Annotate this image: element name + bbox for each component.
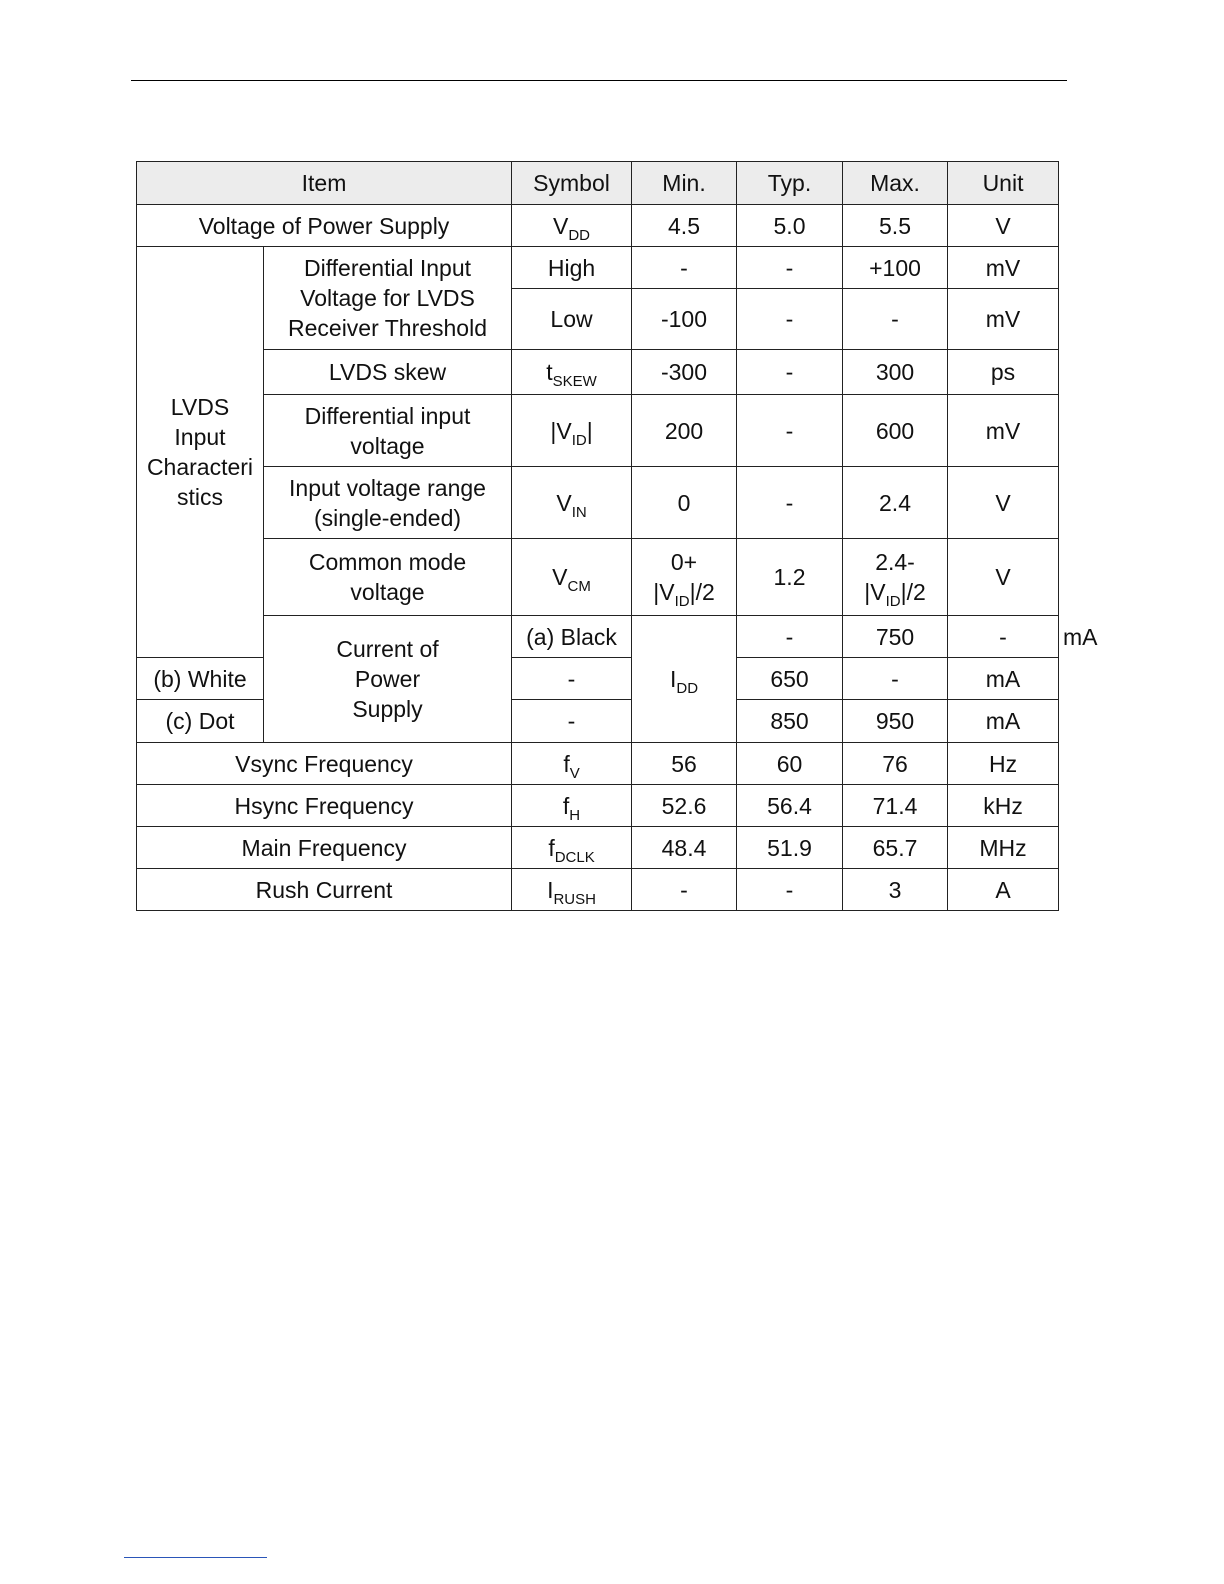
header-item: Item	[137, 162, 512, 205]
header-max: Max.	[843, 162, 948, 205]
min-cell: 48.4	[632, 827, 737, 869]
header-typ: Typ.	[737, 162, 843, 205]
typ-cell: -	[737, 467, 843, 539]
min-cell: 56	[632, 743, 737, 785]
item-cell: Rush Current	[137, 869, 512, 911]
table-row	[137, 247, 1059, 289]
symbol-cell: $|V_{ID}|$	[512, 395, 632, 467]
symbol-cell: $f_{DCLK}$	[512, 827, 632, 869]
table-row	[137, 395, 1059, 467]
table-row	[137, 743, 1059, 785]
symbol-cell: $I_{DD}$	[632, 616, 737, 743]
unit-cell: A	[948, 869, 1059, 911]
typ-cell: 56.4	[737, 785, 843, 827]
symbol-cell: $V_{DD}$	[512, 205, 632, 247]
max-cell: -	[843, 658, 948, 700]
min-cell: 200	[632, 395, 737, 467]
unit-cell: V	[948, 205, 1059, 247]
header-min: Min.	[632, 162, 737, 205]
symbol-cell: High	[512, 247, 632, 289]
table-row	[137, 350, 1059, 395]
unit-cell: ps	[948, 350, 1059, 395]
min-cell: -	[632, 247, 737, 289]
table-row	[137, 869, 1059, 911]
max-cell: 71.4	[843, 785, 948, 827]
max-cell: 300	[843, 350, 948, 395]
typ-cell: -	[737, 395, 843, 467]
typ-cell: -	[737, 869, 843, 911]
item-cell: (b) White	[137, 658, 264, 700]
max-cell: +100	[843, 247, 948, 289]
footnote-rule	[124, 1557, 267, 1558]
item-cell: Input voltage range (single-ended)	[264, 467, 512, 539]
typ-cell: 850	[737, 700, 843, 743]
max-cell: -	[948, 616, 1059, 658]
typ-cell: 650	[737, 658, 843, 700]
typ-cell: 51.9	[737, 827, 843, 869]
symbol-cell: $f_V$	[512, 743, 632, 785]
item-cell: Main Frequency	[137, 827, 512, 869]
table-row	[137, 785, 1059, 827]
typ-cell: -	[737, 289, 843, 350]
typ-cell: -	[737, 247, 843, 289]
item-cell: LVDS skew	[264, 350, 512, 395]
unit-cell: kHz	[948, 785, 1059, 827]
max-cell: 2.4	[843, 467, 948, 539]
min-cell: -	[512, 700, 632, 743]
unit-cell: Hz	[948, 743, 1059, 785]
current-group-label: Current of Power Supply	[264, 616, 512, 743]
max-cell: 3	[843, 869, 948, 911]
header-unit: Unit	[948, 162, 1059, 205]
symbol-cell: $t_{SKEW}$	[512, 350, 632, 395]
max-cell: 2.4- $|V_{ID}|/2$	[843, 539, 948, 616]
symbol-cell: $V_{IN}$	[512, 467, 632, 539]
max-cell: 76	[843, 743, 948, 785]
typ-cell: 1.2	[737, 539, 843, 616]
item-cell: Voltage of Power Supply	[137, 205, 512, 247]
typ-cell: -	[737, 350, 843, 395]
header-row	[137, 162, 1059, 205]
max-cell: 950	[843, 700, 948, 743]
unit-cell: mA	[948, 700, 1059, 743]
table-row	[137, 827, 1059, 869]
min-cell: -100	[632, 289, 737, 350]
max-cell: 65.7	[843, 827, 948, 869]
max-cell: 5.5	[843, 205, 948, 247]
unit-cell: MHz	[948, 827, 1059, 869]
electrical-spec-table	[136, 161, 1098, 911]
min-cell: -	[737, 616, 843, 658]
header-symbol: Symbol	[512, 162, 632, 205]
min-cell: 52.6	[632, 785, 737, 827]
table-row: Current of Power Supply (a) Black $I_{DD}$ - 750 - mA	[137, 616, 1059, 658]
symbol-cell: $f_H$	[512, 785, 632, 827]
table-row	[137, 467, 1059, 539]
typ-cell: 5.0	[737, 205, 843, 247]
unit-cell: mV	[948, 289, 1059, 350]
symbol-cell: $I_{RUSH}$	[512, 869, 632, 911]
item-cell: Differential Input Voltage for LVDS Receiver Threshold	[264, 247, 512, 350]
typ-cell: 750	[843, 616, 948, 658]
unit-cell: V	[948, 467, 1059, 539]
item-cell: Hsync Frequency	[137, 785, 512, 827]
item-cell: Differential input voltage	[264, 395, 512, 467]
table-row	[137, 539, 1059, 616]
max-cell: 600	[843, 395, 948, 467]
unit-cell: mV	[948, 247, 1059, 289]
unit-cell: V	[948, 539, 1059, 616]
item-cell: Vsync Frequency	[137, 743, 512, 785]
table-row	[137, 205, 1059, 247]
lvds-group-label: LVDS Input Characteri stics	[137, 247, 264, 658]
min-cell: 0	[632, 467, 737, 539]
min-cell: 0+ $|V_{ID}|/2$	[632, 539, 737, 616]
item-cell: Common mode voltage	[264, 539, 512, 616]
min-cell: -300	[632, 350, 737, 395]
unit-cell: mV	[948, 395, 1059, 467]
max-cell: -	[843, 289, 948, 350]
min-cell: 4.5	[632, 205, 737, 247]
item-cell: (c) Dot	[137, 700, 264, 743]
symbol-cell: $V_{CM}$	[512, 539, 632, 616]
header-rule	[131, 80, 1067, 81]
typ-cell: 60	[737, 743, 843, 785]
min-cell: -	[512, 658, 632, 700]
item-cell: (a) Black	[512, 616, 632, 658]
unit-cell: mA	[948, 658, 1059, 700]
symbol-cell: Low	[512, 289, 632, 350]
min-cell: -	[632, 869, 737, 911]
